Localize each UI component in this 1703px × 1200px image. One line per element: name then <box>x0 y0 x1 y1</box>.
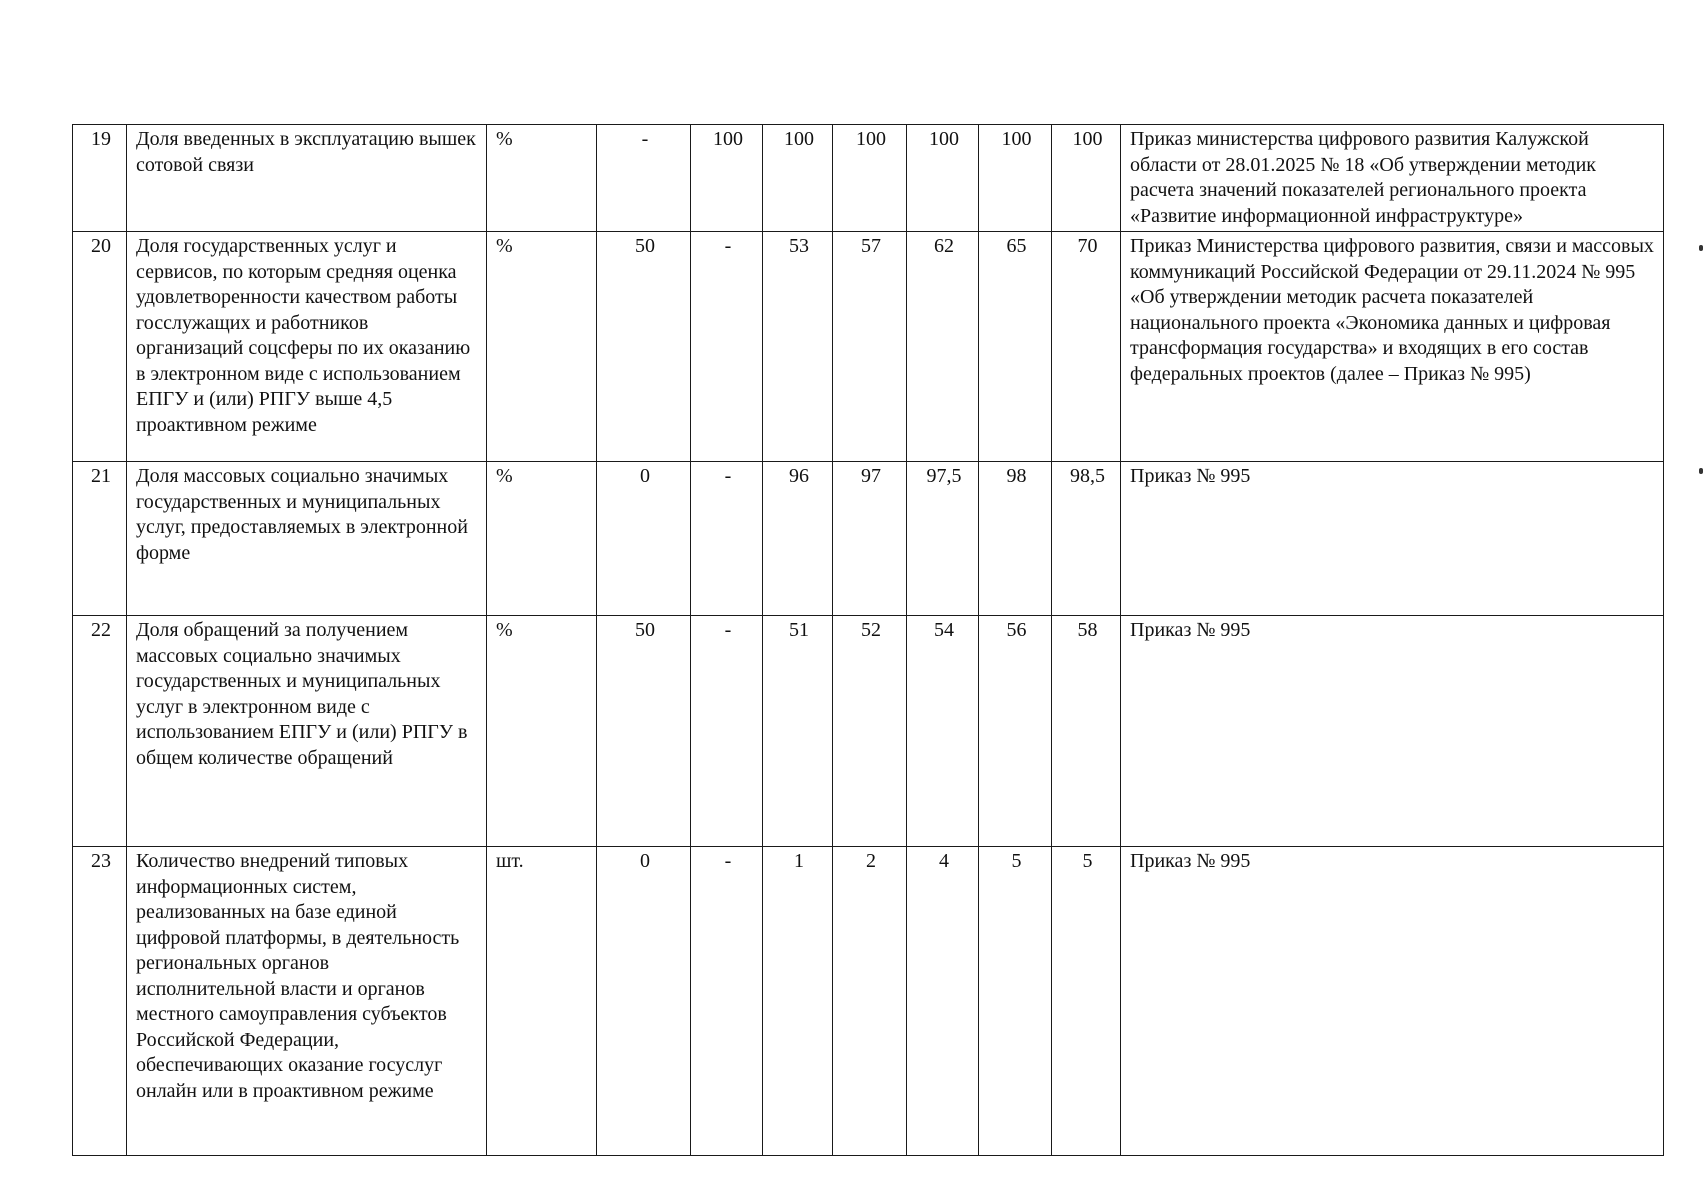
base-value-cell: 50 <box>597 616 691 847</box>
row-number: 21 <box>73 462 127 616</box>
indicator-name: Доля введенных в эксплуатацию вышек сотовой связи <box>127 125 487 232</box>
indicator-name: Доля обращений за получением массовых социально значимых государственных и муниципальных услуг в электронном виде с использованием ЕПГУ и (или) РПГУ в общем количестве обращений <box>127 616 487 847</box>
value-cell: 51 <box>763 616 833 847</box>
row-number: 19 <box>73 125 127 232</box>
value-cell: 98,5 <box>1052 462 1121 616</box>
value-cell: 70 <box>1052 232 1121 462</box>
value-cell: 54 <box>907 616 979 847</box>
unit-cell: % <box>487 232 597 462</box>
table-row <box>73 462 1664 616</box>
value-cell: 5 <box>1052 847 1121 1156</box>
value-cell: 97,5 <box>907 462 979 616</box>
value-cell: 100 <box>763 125 833 232</box>
base-value-cell: 0 <box>597 462 691 616</box>
value-cell: 96 <box>763 462 833 616</box>
table-row <box>73 847 1664 1156</box>
scan-mark <box>1699 468 1703 474</box>
unit-cell: % <box>487 462 597 616</box>
value-cell: 4 <box>907 847 979 1156</box>
value-cell: 57 <box>833 232 907 462</box>
indicator-name: Количество внедрений типовых информационных систем, реализованных на базе единой цифровой платформы, в деятельность региональных органов исполнительной власти и органов местного самоуправления субъектов Российской Федерации, обеспечивающих оказание госуслуг онлайн или в проактивном режиме <box>127 847 487 1156</box>
value-cell: 56 <box>979 616 1052 847</box>
source-document: Приказ министерства цифрового развития Калужской области от 28.01.2025 № 18 «Об утверждении методик расчета значений показателей регионального проекта «Развитие информационной инфраструктуре» <box>1121 125 1664 232</box>
value-cell: - <box>691 847 763 1156</box>
row-number: 22 <box>73 616 127 847</box>
table-row <box>73 616 1664 847</box>
source-document: Приказ № 995 <box>1121 462 1664 616</box>
base-value-cell: 0 <box>597 847 691 1156</box>
value-cell: 62 <box>907 232 979 462</box>
source-document: Приказ № 995 <box>1121 616 1664 847</box>
value-cell: 53 <box>763 232 833 462</box>
value-cell: 58 <box>1052 616 1121 847</box>
value-cell: 100 <box>1052 125 1121 232</box>
value-cell: 5 <box>979 847 1052 1156</box>
value-cell: 100 <box>979 125 1052 232</box>
row-number: 20 <box>73 232 127 462</box>
indicator-name: Доля государственных услуг и сервисов, по которым средняя оценка удовлетворенности качеством работы госслужащих и работников организаций соцсферы по их оказанию в электронном виде с использованием ЕПГУ и (или) РПГУ выше 4,5 проактивном режиме <box>127 232 487 462</box>
source-document: Приказ Министерства цифрового развития, связи и массовых коммуникаций Российской Федерации от 29.11.2024 № 995 «Об утверждении методик расчета показателей национального проекта «Экономика данных и цифровая трансформация государства» и входящих в его состав федеральных проектов (далее – Приказ № 995) <box>1121 232 1664 462</box>
source-document: Приказ № 995 <box>1121 847 1664 1156</box>
value-cell: 98 <box>979 462 1052 616</box>
value-cell: 52 <box>833 616 907 847</box>
value-cell: - <box>691 462 763 616</box>
row-number: 23 <box>73 847 127 1156</box>
base-value-cell: 50 <box>597 232 691 462</box>
value-cell: 100 <box>907 125 979 232</box>
scan-mark <box>1699 245 1703 251</box>
value-cell: - <box>691 232 763 462</box>
value-cell: 100 <box>691 125 763 232</box>
value-cell: 1 <box>763 847 833 1156</box>
value-cell: 65 <box>979 232 1052 462</box>
indicators-table <box>72 124 1664 1156</box>
value-cell: - <box>691 616 763 847</box>
unit-cell: % <box>487 125 597 232</box>
table-row <box>73 232 1664 462</box>
unit-cell: шт. <box>487 847 597 1156</box>
unit-cell: % <box>487 616 597 847</box>
indicator-name: Доля массовых социально значимых государственных и муниципальных услуг, предоставляемых в электронной форме <box>127 462 487 616</box>
base-value-cell: - <box>597 125 691 232</box>
value-cell: 2 <box>833 847 907 1156</box>
value-cell: 97 <box>833 462 907 616</box>
table-row <box>73 125 1664 232</box>
value-cell: 100 <box>833 125 907 232</box>
